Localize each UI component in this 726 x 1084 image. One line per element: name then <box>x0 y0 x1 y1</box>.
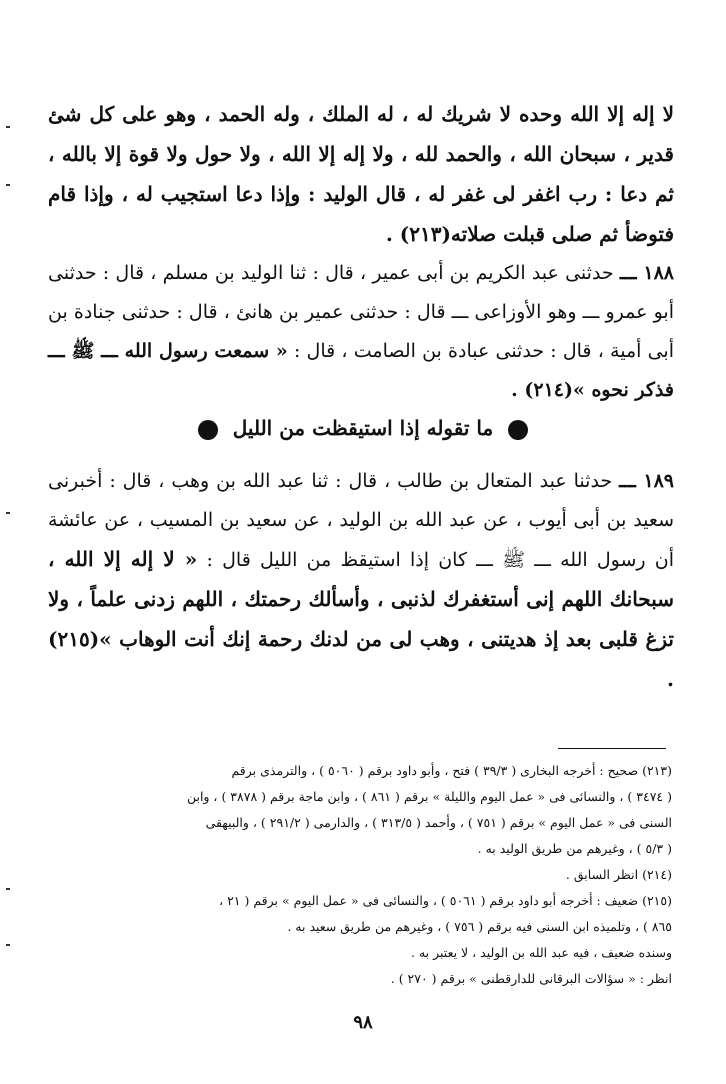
hadith-188 <box>48 254 674 410</box>
hadith-189 <box>48 462 674 700</box>
margin-mark <box>6 184 10 186</box>
margin-mark <box>6 126 10 128</box>
hadith-matn: « لا إله إلا الله ، سبحانك اللهم إنى أستغفرك لذنبى ، وأسألك رحمتك ، اللهم زدنى علماً ، ولا تزغ قلبى بعد إذ هديتنى ، وهب لى من لدنك رحمة إنك أنت الوهاب »(٢١٥) . <box>48 547 674 691</box>
hadith-number: ١٨٨ ـــ <box>619 262 675 284</box>
hadith-matn: « سمعت رسول الله ـــ ﷺ ـــ فذكر نحوه »(٢١٤) . <box>48 340 674 401</box>
footnote-line: السنى فى « عمل اليوم » برقم ( ٧٥١ ) ، وأحمد ( ٣١٣/٥ ) ، والدارمى ( ٢٩١/٢ ) ، والبيهقى <box>205 815 672 830</box>
intro-paragraph <box>48 94 674 254</box>
footnote-line: ( ٣٤٧٤ ) ، والنسائى فى « عمل اليوم والليلة » برقم ( ٨٦١ ) ، وابن ماجة برقم ( ٣٨٧٨ ) ، وابن <box>186 789 672 804</box>
footnote-divider <box>558 748 666 749</box>
bullet-dot-icon <box>198 420 218 440</box>
margin-mark <box>6 512 10 514</box>
footnotes <box>62 758 672 992</box>
section-heading <box>0 410 726 446</box>
page-number: ٩٨ <box>353 1012 373 1033</box>
hadith-number: ١٨٩ ـــ <box>619 470 674 492</box>
footnote-line: ( ٥/٣ ) ، وغيرهم من طريق الوليد به . <box>477 841 672 856</box>
bullet-dot-icon <box>508 420 528 440</box>
footnote-line: وسنده ضعيف ، فيه عبد الله بن الوليد ، لا يعتبر به . <box>411 945 672 960</box>
footnote-line: (٢١٣) صحيح : أخرجه البخارى ( ٣٩/٣ ) فتح ، وأبو داود برقم ( ٥٠٦٠ ) ، والترمذى برقم <box>231 763 672 778</box>
footnote-line: (٢١٥) ضعيف : أخرجه أبو داود برقم ( ٥٠٦١ ) ، والنسائى فى « عمل اليوم » برقم ( ٢١ ، <box>219 893 672 908</box>
margin-mark <box>6 888 10 890</box>
hadith-chain: حدثنا عبد المتعال بن طالب ، قال : ثنا عبد الله بن وهب ، قال : أخبرنى سعيد بن أبى أيوب ، عن عبد الله بن الوليد ، عن سعيد بن المسيب ، عن عائشة أن رسول الله ـــ ﷺ ـــ كان إذا استيقظ من الليل قال : <box>48 470 674 571</box>
margin-mark <box>6 944 10 946</box>
intro-text: لا إله إلا الله وحده لا شريك له ، له الملك ، وله الحمد ، وهو على كل شئ قدير ، سبحان الله ، والحمد لله ، ولا إله إلا الله ، ولا حول ولا قوة إلا بالله ، ثم دعا : رب اغفر لى غفر له ، قال الوليد : وإذا دعا استجيب له ، وإذا قام فتوضأ ثم صلى قبلت صلاته(٢١٣) . <box>48 102 675 246</box>
footnote-line: انظر : « سؤالات البرقانى للدارقطنى » برقم ( ٢٧٠ ) . <box>390 971 672 986</box>
hadith-chain: حدثنى عبد الكريم بن أبى عمير ، قال : ثنا الوليد بن مسلم ، قال : حدثنى أبو عمرو ـــ وهو الأوزاعى ـــ قال : حدثنى عمير بن هانئ ، قال : حدثنى جنادة بن أبى أمية ، قال : حدثنى عبادة بن الصامت ، قال : <box>48 262 674 362</box>
footnote-line: (٢١٤) انظر السابق . <box>565 867 672 882</box>
footnote-line: ٨٦٥ ) ، وتلميذه ابن السنى فيه برقم ( ٧٥٦ ) ، وغيرهم من طريق سعيد به . <box>287 919 672 934</box>
section-heading-text: ما تقوله إذا استيقظت من الليل <box>232 416 494 440</box>
